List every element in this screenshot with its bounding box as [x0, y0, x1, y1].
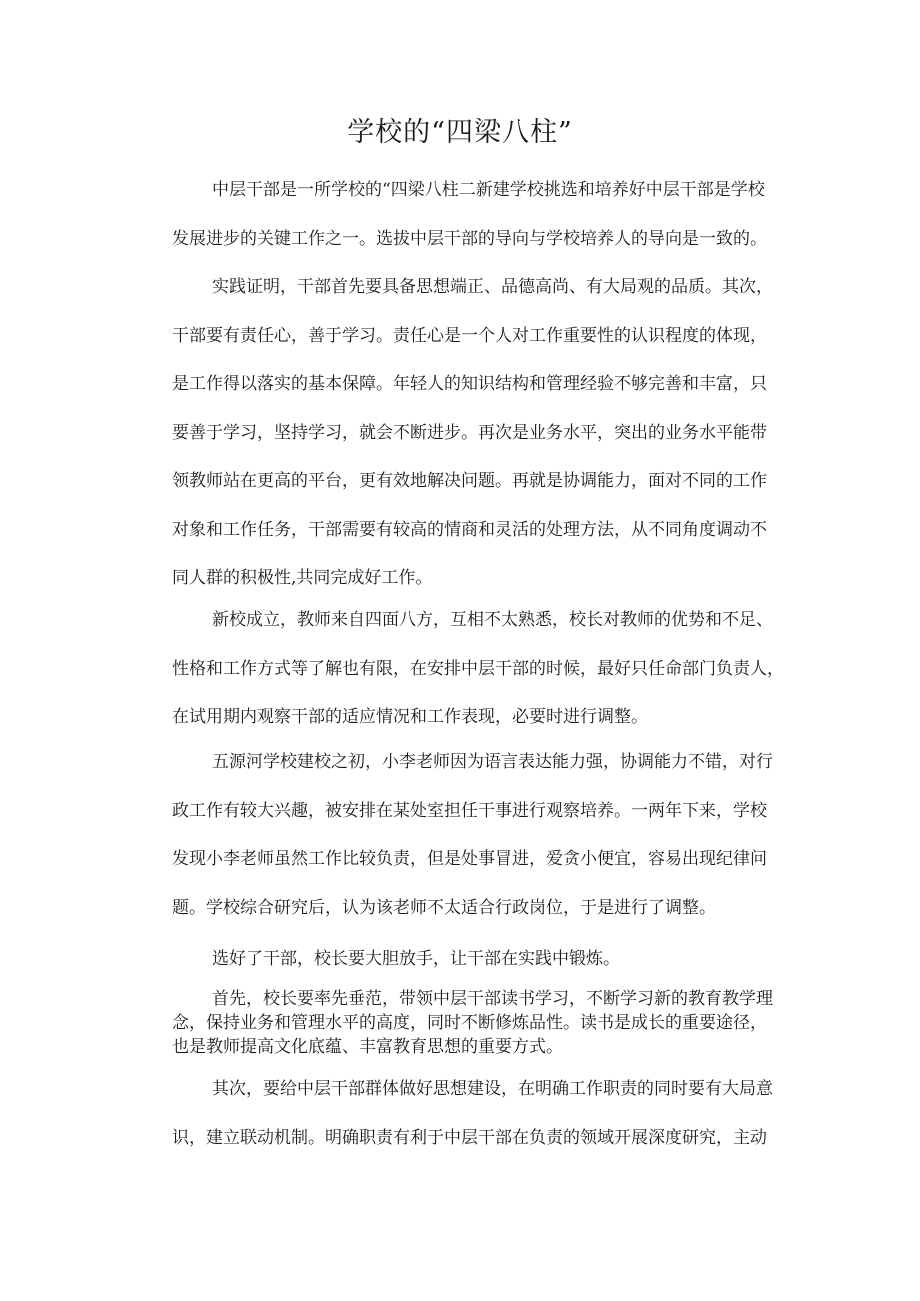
paragraph-line: 实践证明，干部首先要具备思想端正、品德高尚、有大局观的品质。其次，	[212, 277, 773, 297]
paragraph-line: 在试用期内观察干部的适应情况和工作表现，必要时进行调整。	[172, 707, 648, 727]
paragraph-1	[138, 166, 798, 263]
paragraph-3	[138, 596, 798, 742]
paragraph-line: 题。学校综合研究后，认为该老师不太适合行政岗位，于是进行了调整。	[172, 897, 716, 918]
paragraph-line: 中层干部是一所学校的“四梁八柱二新建学校挑选和培养好中层干部是学校	[212, 180, 765, 200]
paragraph-5	[138, 935, 798, 984]
paragraph-line: 干部要有责任心，善于学习。责任心是一个人对工作重要性的认识程度的体现，	[172, 325, 767, 346]
paragraph-line: 发展进步的关键工作之一。选拔中层干部的导向与学校培养人的导向是一致的。	[172, 228, 767, 249]
paragraph-line: 发现小李老师虽然工作比较负责，但是处事冒进，爱贪小便宜，容易出现纪律问	[172, 849, 767, 869]
paragraph-line: 首先，校长要率先垂范，带领中层干部读书学习，不断学习新的教育教学理	[212, 989, 773, 1009]
paragraph-2	[138, 263, 798, 603]
paragraph-line: 其次，要给中层干部群体做好思想建设，在明确工作职责的同时要有大局意	[212, 1079, 773, 1099]
paragraph-line: 对象和工作任务，干部需要有较高的情商和灵活的处理方法，从不同角度调动不	[172, 519, 767, 540]
document-title: 学校的“四梁八柱”	[347, 117, 573, 148]
paragraph-line: 识，建立联动机制。明确职责有利于中层干部在负责的领域开展深度研究，主动	[172, 1127, 767, 1148]
paragraph-line: 性格和工作方式等了解也有限，在安排中层干部的时候，最好只任命部门负责人，	[172, 658, 784, 679]
paragraph-line: 政工作有较大兴趣，被安排在某处室担任干事进行观察培养。一两年下来，学校	[172, 800, 767, 821]
paragraph-line: 是工作得以落实的基本保障。年轻人的知识结构和管理经验不够完善和丰富，只	[172, 374, 767, 394]
paragraph-line: 念，保持业务和管理水平的高度，同时不断修炼品性。读书是成长的重要途径，	[172, 1013, 767, 1033]
paragraph-line: 也是教师提高文化底蕴、丰富教育思想的重要方式。	[172, 1037, 563, 1057]
paragraph-line: 领教师站在更高的平台，更有效地解决问题。再就是协调能力，面对不同的工作	[172, 471, 767, 491]
paragraph-4	[138, 738, 798, 932]
paragraph-line: 同人群的积极性,共同完成好工作。	[172, 568, 433, 588]
paragraph-7	[138, 1065, 798, 1162]
paragraph-line: 要善于学习，坚持学习，就会不断进步。再次是业务水平，突出的业务水平能带	[172, 422, 767, 443]
paragraph-line: 五源河学校建校之初，小李老师因为语言表达能力强，协调能力不错，对行	[212, 752, 773, 772]
paragraph-line: 选好了干部，校长要大胆放手，让干部在实践中锻炼。	[212, 949, 620, 969]
paragraph-6	[138, 987, 798, 1059]
paragraph-line: 新校成立，教师来自四面八方，互相不太熟悉，校长对教师的优势和不足、	[212, 610, 773, 630]
